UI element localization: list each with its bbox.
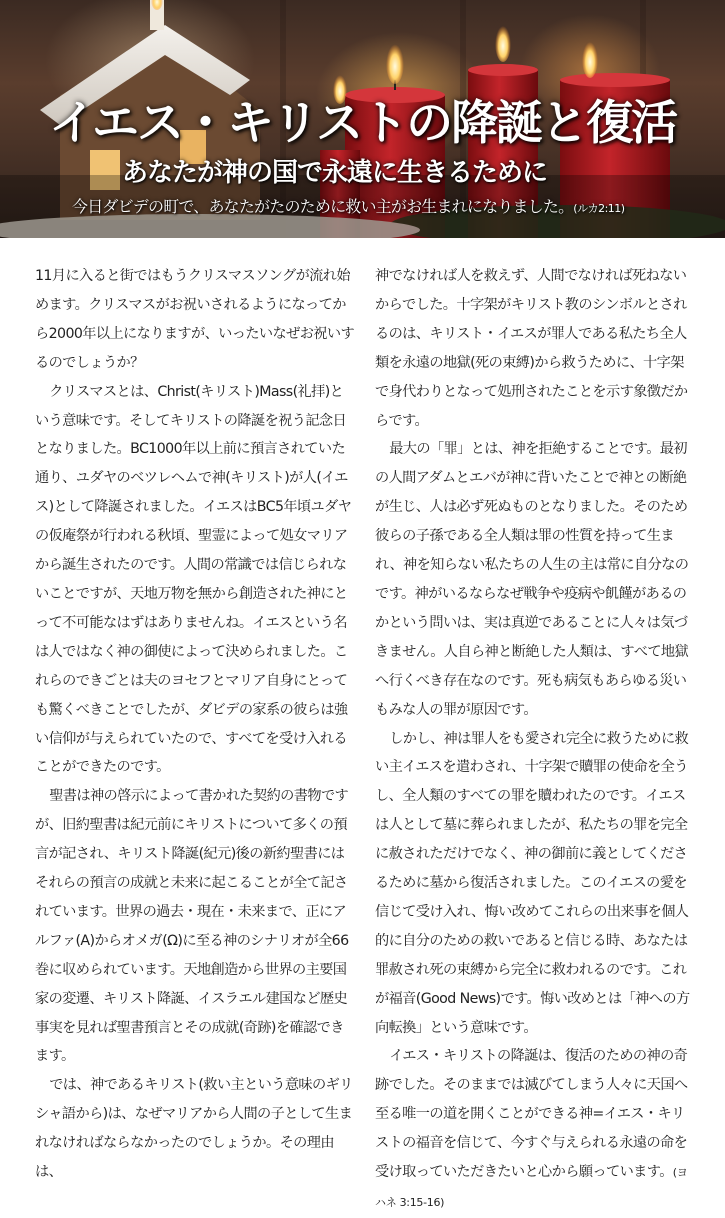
hero-banner	[0, 0, 725, 238]
page-subtitle: あなたが神の国で永遠に生きるために	[122, 158, 548, 188]
hero-verse	[72, 194, 625, 217]
paragraph-text: イエス・キリストの降誕は、復活のための神の奇跡でした。そのままでは滅びてしまう人々に天国へ至る唯一の道を開くことができる神=イエス・キリストの福音を信じて、今すぐ与えられる永遠の命を受け取っていただきたいと心から願っています。	[375, 1048, 688, 1181]
verse-reference: (ルカ2:11)	[573, 202, 625, 215]
article-column-left	[35, 262, 355, 1187]
paragraph: では、神であるキリスト(救い主という意味のギリシャ語から)は、なぜマリアから人間の子として生まれなければならなかったのでしょうか。その理由は、	[35, 1077, 353, 1181]
verse-text: 今日ダビデの町で、あなたがたのために救い主がお生まれになりました。	[72, 197, 574, 216]
page-title: イエス・キリストの降誕と復活	[48, 96, 677, 151]
closing-reference: (ヨハネ 3:15-16)	[375, 1166, 688, 1209]
article-column-right	[375, 262, 693, 1218]
paragraph: しかし、神は罪人をも愛され完全に救うために救い主イエスを遣わされ、十字架で贖罪の使命を全うし、全人類のすべての罪を贖われたのです。イエスは人として墓に葬られましたが、私たちの罪を完全に赦されただけでなく、神の御前に義としてくださるために墓から復活されました。このイエスの愛を信じて受け入れ、悔い改めてこれらの出来事を個人的に自分のための救いであると信じる時、あなたは罪赦され死の束縛から完全に救われるのです。これが福音(Good News)です。悔い改めとは「神への方向転換」という意味です。	[375, 730, 690, 1036]
paragraph-closing	[375, 1042, 693, 1217]
paragraph: 最大の「罪」とは、神を拒絶することです。最初の人間アダムとエバが神に背いたことで神との断絶が生じ、人は必ず死ぬものとなりました。そのため彼らの子孫である全人類は罪の性質を持って生まれ、神を知らない私たちの人生の主は常に自分なのです。神がいるならなぜ戦争や疫病や飢饉があるのかという問いは、実は真逆であることに人々は気づきません。人自ら神と断絶した人類は、すべて地獄へ行くべき存在なのです。死も病気もあらゆる災いもみな人の罪が原因です。	[375, 441, 689, 718]
paragraph: クリスマスとは、Christ(キリスト)Mass(礼拝)という意味です。そしてキリストの降誕を祝う記念日となりました。BC1000年以上前に預言されていた通り、ユダヤのベツレヘムで神(キリスト)が人(イエス)として降誕されました。イエスはBC5年頃ユダヤの仮庵祭が行われる秋頃、聖霊によって処女マリアから誕生されたのです。人間の常識では信じられないことですが、天地万物を無から創造された神にとって不可能なはずはありませんね。イエスという名は人ではなく神の御使によって決められました。これらのできごとは夫のヨセフとマリア自身にとっても驚くべきことでしたが、ダビデの家系の彼らは強い信仰が与えられていたので、すべてを受け入れることができたのです。	[35, 383, 352, 776]
paragraph: 11月に入ると街ではもうクリスマスソングが流れ始めます。クリスマスがお祝いされるようになってから2000年以上になりますが、いったいなぜお祝いするのでしょうか？	[35, 268, 355, 371]
paragraph: 聖書は神の啓示によって書かれた契約の書物ですが、旧約聖書は紀元前にキリストについて多くの預言が記され、キリスト降誕(紀元)後の新約聖書にはそれらの預言の成就と未来に起こることが全て記されています。世界の過去・現在・未来まで、正にアルファ(Α)からオメガ(Ω)に至る神のシナリオが全66巻に収められています。天地創造から世界の主要国家の変遷、キリスト降誕、イスラエル建国など歴史事実を見れば聖書預言とその成就(奇跡)を確認できます。	[35, 788, 349, 1065]
paragraph: 神でなければ人を救えず、人間でなければ死ねないからでした。十字架がキリスト教のシンボルとされるのは、キリスト・イエスが罪人である私たち全人類を永遠の地獄(死の束縛)から救うために、十字架で身代わりとなって処刑されたことを示す象徴だからです。	[375, 268, 688, 429]
